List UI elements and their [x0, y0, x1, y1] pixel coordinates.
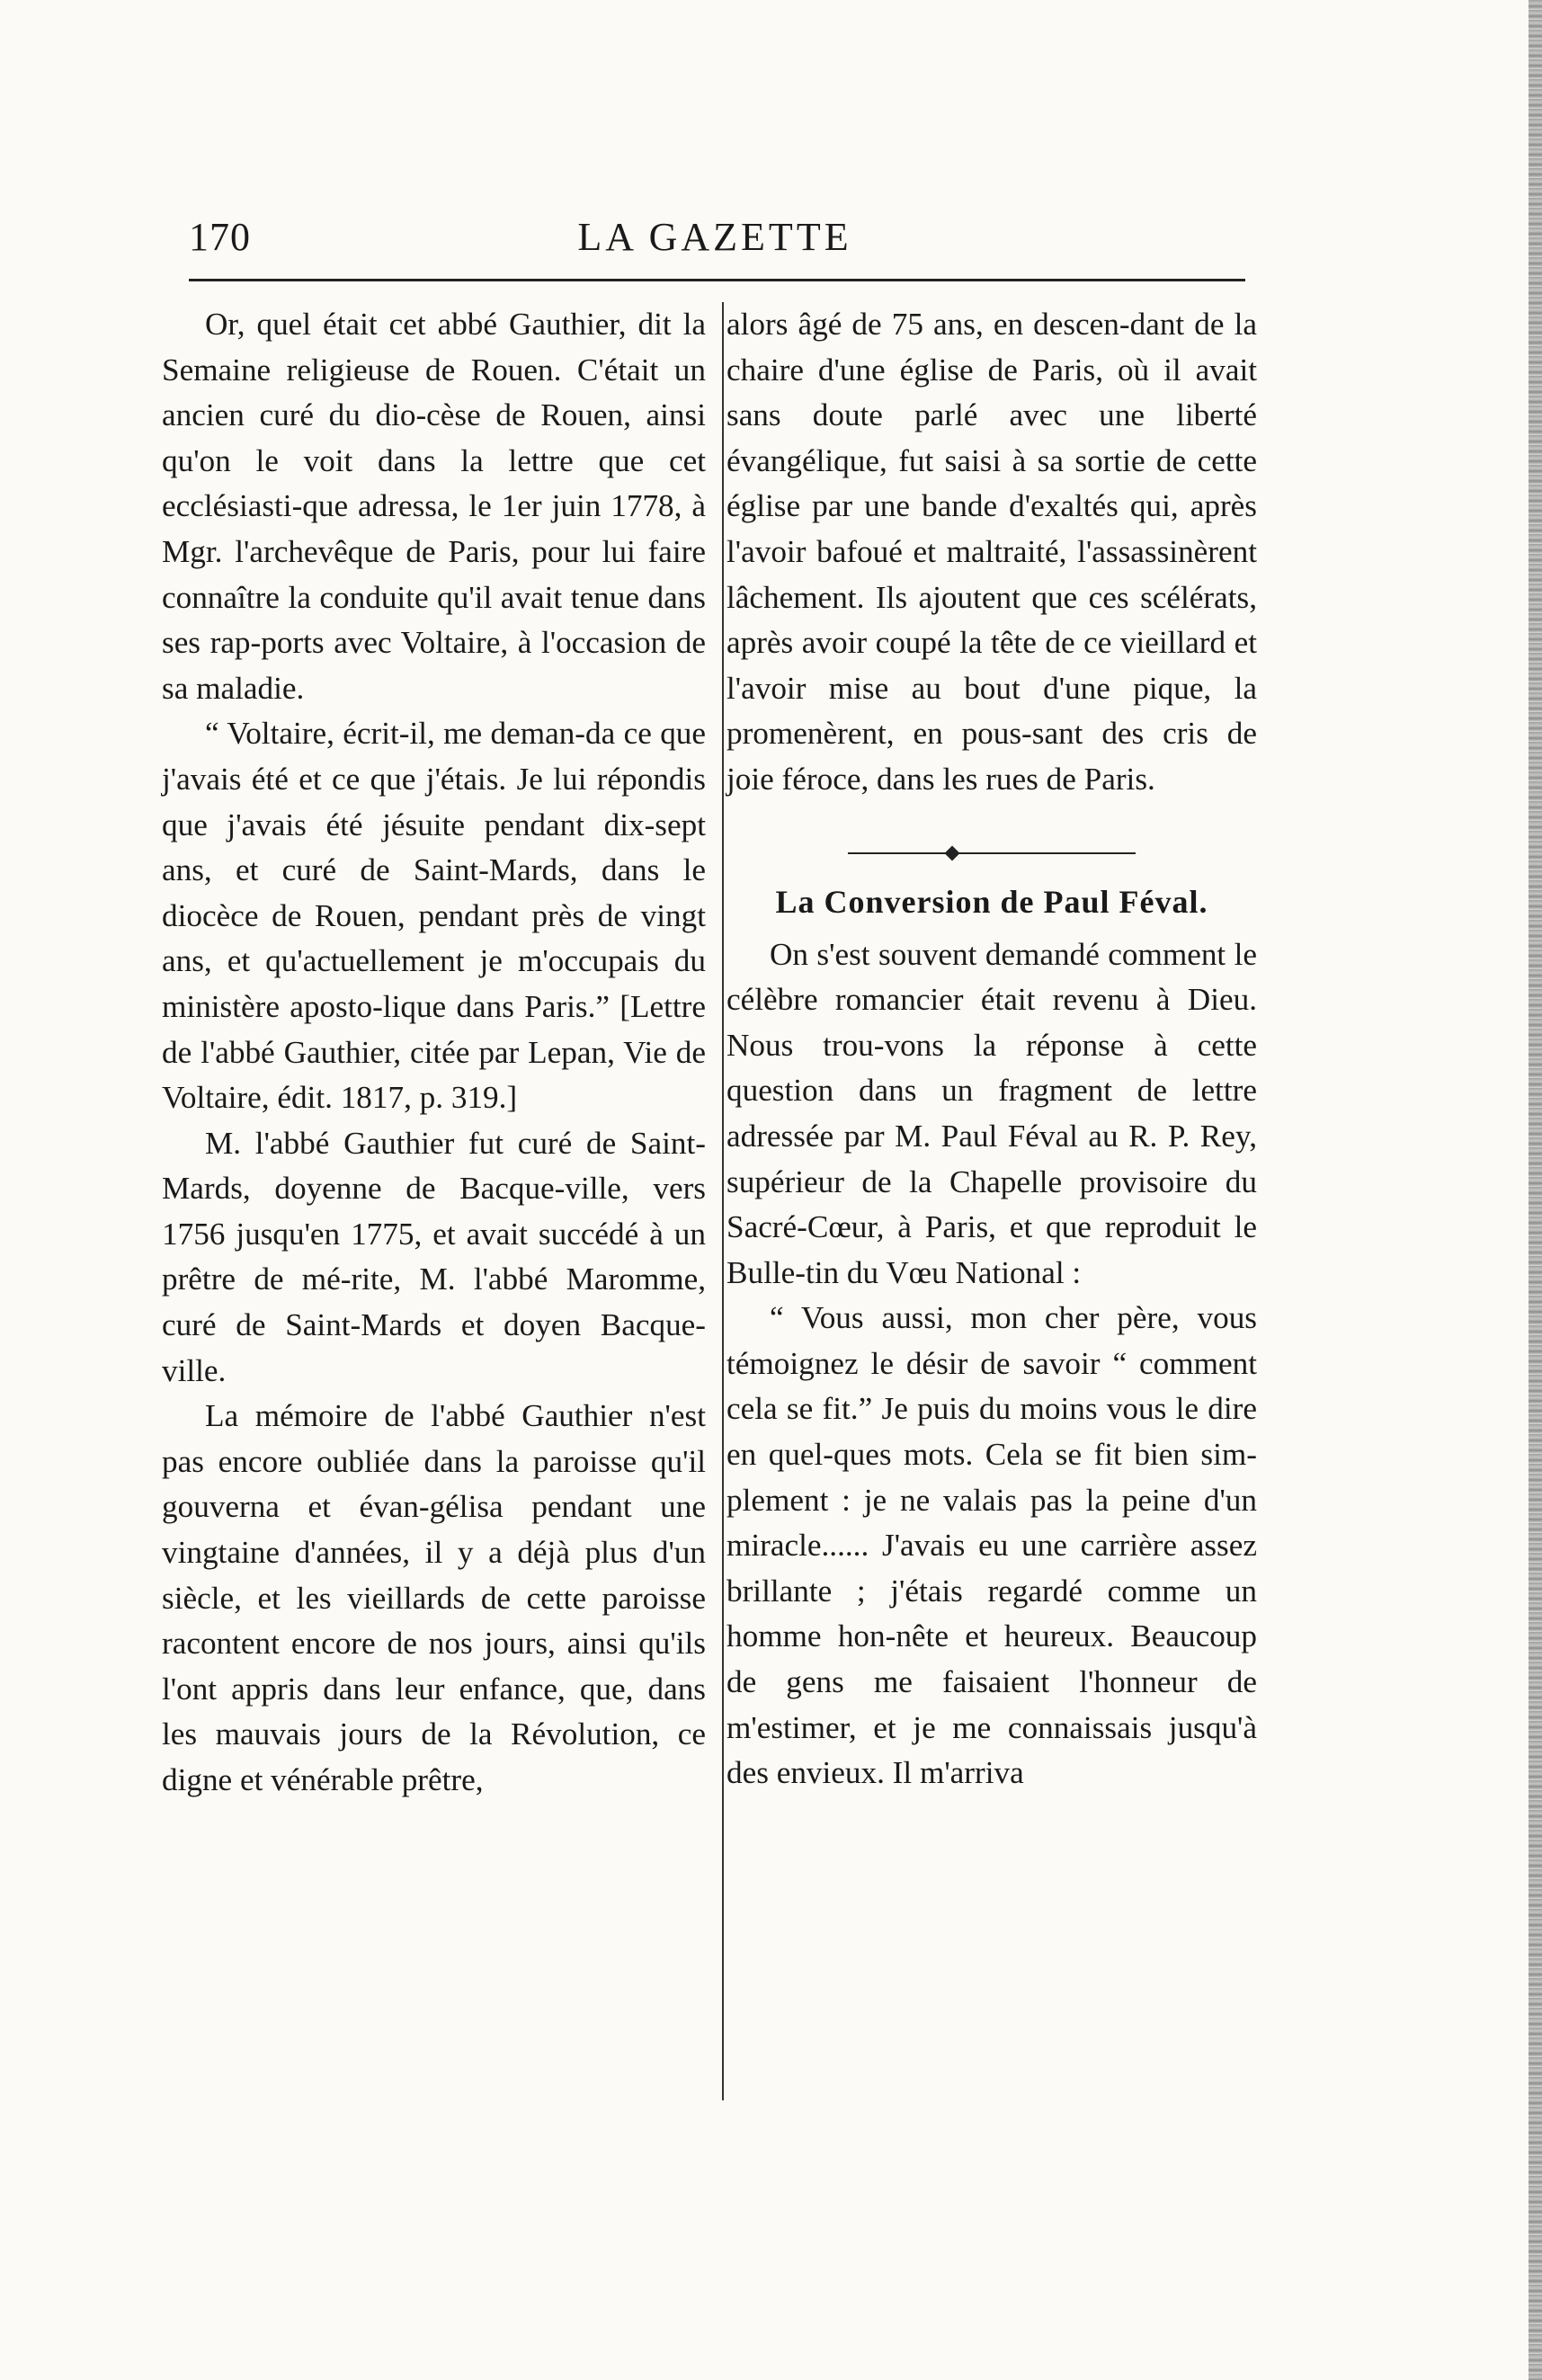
- page-number: 170: [189, 215, 251, 259]
- right-column: [726, 302, 1257, 1796]
- section-heading: La Conversion de Paul Féval.: [775, 883, 1208, 920]
- divider-diamond-icon: [945, 845, 960, 860]
- divider-line: [848, 852, 1136, 854]
- column-divider: [722, 302, 724, 2100]
- section-divider-ornament: [848, 846, 1136, 860]
- left-column: [162, 302, 706, 1804]
- page-header: [189, 209, 1241, 272]
- paragraph: “ Vous aussi, mon cher père, vous témoignez le désir de savoir “ comment cela se fit.” Je puis du moins vous le dire en quel-ques mots. Cela se fit bien sim-plement : je ne valais pas la peine d'un miracle...... J'avais eu une carrière assez brillante ; j'étais regardé comme un homme hon-nête et heureux. Beaucoup de gens me faisaient l'honneur de m'estimer, et je me connaissais jusqu'à des envieux. Il m'arriva: [726, 1300, 1257, 1791]
- paragraph: La mémoire de l'abbé Gauthier n'est pas encore oubliée dans la paroisse qu'il gouverna et évan-gélisa pendant une vingtaine d'années, il y a déjà plus d'un siècle, et les vieillards de cette paroisse racontent encore de nos jours, ainsi qu'ils l'ont appris dans leur enfance, que, dans les mauvais jours de la Révolution, ce digne et vénérable prêtre,: [162, 1398, 706, 1797]
- paragraph: Or, quel était cet abbé Gauthier, dit la Semaine religieuse de Rouen. C'était un ancien curé du dio-cèse de Rouen, ainsi qu'on le voit dans la lettre que cet ecclésiasti-que adressa, le 1er juin 1778, à Mgr. l'archevêque de Paris, pour lui faire connaître la conduite qu'il avait tenue dans ses rap-ports avec Voltaire, à l'occasion de sa maladie.: [162, 307, 706, 706]
- paragraph: alors âgé de 75 ans, en descen-dant de la chaire d'une église de Paris, où il avait sans doute parlé avec une liberté évangélique, fut saisi à sa sortie de cette église par une bande d'exaltés qui, après l'avoir bafoué et maltraité, l'assassinèrent lâchement. Ils ajoutent que ces scélérats, après avoir coupé la tête de ce vieillard et l'avoir mise au bout d'une pique, la promenèrent, en pous-sant des cris de joie féroce, dans les rues de Paris.: [726, 307, 1257, 797]
- running-title: LA GAZETTE: [577, 215, 852, 259]
- page-edge-binding: [1529, 0, 1542, 2380]
- header-rule: [189, 279, 1245, 281]
- paragraph: M. l'abbé Gauthier fut curé de Saint-Mards, doyenne de Bacque-ville, vers 1756 jusqu'en 1775, et avait succédé à un prêtre de mé-rite, M. l'abbé Maromme, curé de Saint-Mards et doyen Bacque-ville.: [162, 1125, 706, 1388]
- paragraph: “ Voltaire, écrit-il, me deman-da ce que j'avais été et ce que j'étais. Je lui répondis que j'avais été jésuite pendant dix-sept ans, et curé de Saint-Mards, dans le diocèce de Rouen, pendant près de vingt ans, et qu'actuellement je m'occupais du ministère aposto-lique dans Paris.” [Lettre de l'abbé Gauthier, citée par Lepan, Vie de Voltaire, édit. 1817, p. 319.]: [162, 716, 706, 1116]
- paragraph: On s'est souvent demandé comment le célèbre romancier était revenu à Dieu. Nous trou-vons la réponse à cette question dans un fragment de lettre adressée par M. Paul Féval au R. P. Rey, supérieur de la Chapelle provisoire du Sacré-Cœur, à Paris, et que reproduit le Bulle-tin du Vœu National :: [726, 936, 1257, 1290]
